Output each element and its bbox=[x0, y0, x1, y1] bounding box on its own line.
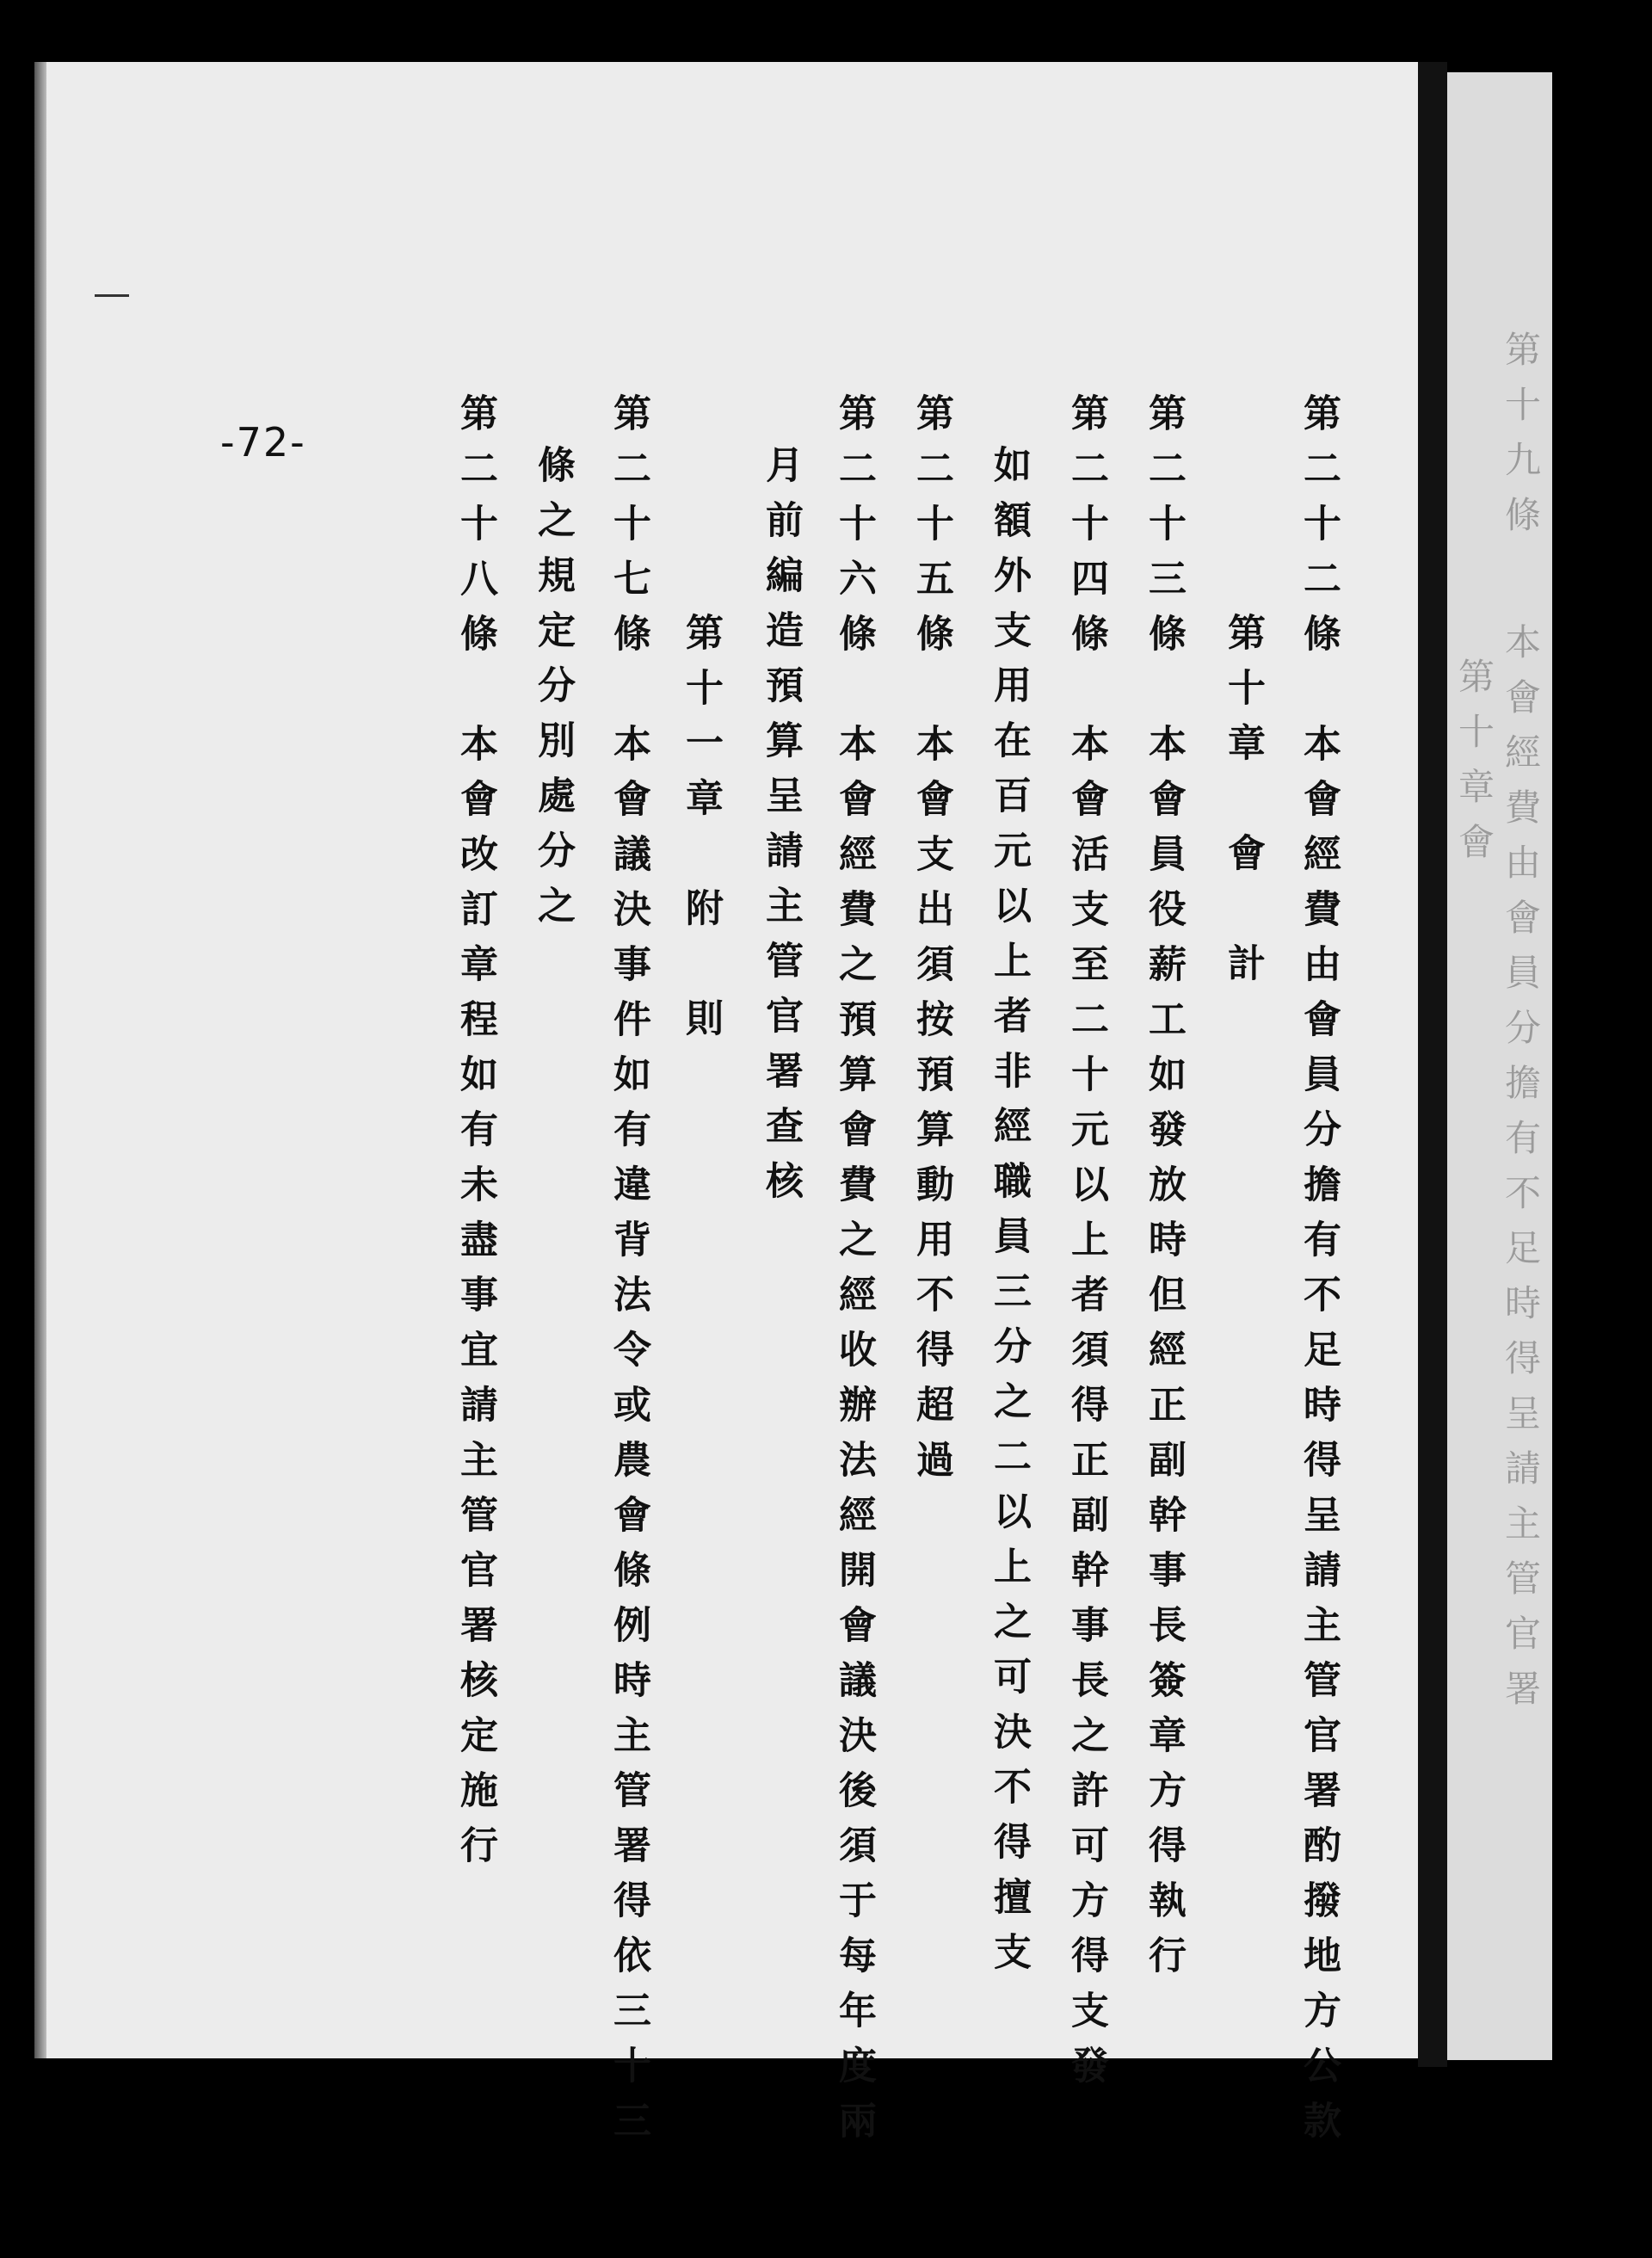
chapter-heading-11: 第十一章 附 則 bbox=[679, 613, 723, 1053]
margin-mark bbox=[95, 294, 129, 297]
text-column-3: 第二十三條 本會員役薪工如發放時但經正副幹事長簽章方得執行 bbox=[1142, 393, 1186, 1990]
text-column-11: 條之規定分別處分之 bbox=[531, 445, 575, 941]
text-column-10: 第二十七條 本會議決事件如有違背法令或農會條例時主管署得依三十三 bbox=[607, 393, 650, 2156]
ghost-column-3: 本會經費由會員分擔有不足時得呈請主管官署 bbox=[1500, 623, 1542, 1724]
chapter-heading-10: 第十章 會 計 bbox=[1221, 613, 1265, 998]
text-column-5: 如額外支用在百元以上者非經職員三分之二以上之可決不得擅支 bbox=[987, 445, 1031, 1987]
ghost-column-1: 第十九條 bbox=[1500, 330, 1542, 551]
ghost-column-2: 第十章會 bbox=[1453, 657, 1495, 878]
text-column-8: 月前編造預算呈請主管官署查核 bbox=[759, 445, 803, 1216]
adjacent-page-edge bbox=[1447, 72, 1552, 2060]
text-column-7: 第二十六條 本會經費之預算會費之經收辦法經開會議決後須于每年度兩 bbox=[832, 393, 876, 2156]
text-column-1: 第二十二條 本會經費由會員分擔有不足時得呈請主管官署酌撥地方公款 bbox=[1297, 393, 1341, 2156]
page-number: -72- bbox=[220, 419, 306, 466]
book-gutter bbox=[1418, 62, 1447, 2067]
text-column-6: 第二十五條 本會支出須按預算動用不得超過 bbox=[909, 393, 953, 1495]
text-column-12: 第二十八條 本會改訂章程如有未盡事宜請主管官署核定施行 bbox=[453, 393, 497, 1880]
document-page bbox=[34, 62, 1421, 2156]
text-column-4: 第二十四條 本會活支至二十元以上者須得正副幹事長之許可方得支發 bbox=[1064, 393, 1108, 2101]
